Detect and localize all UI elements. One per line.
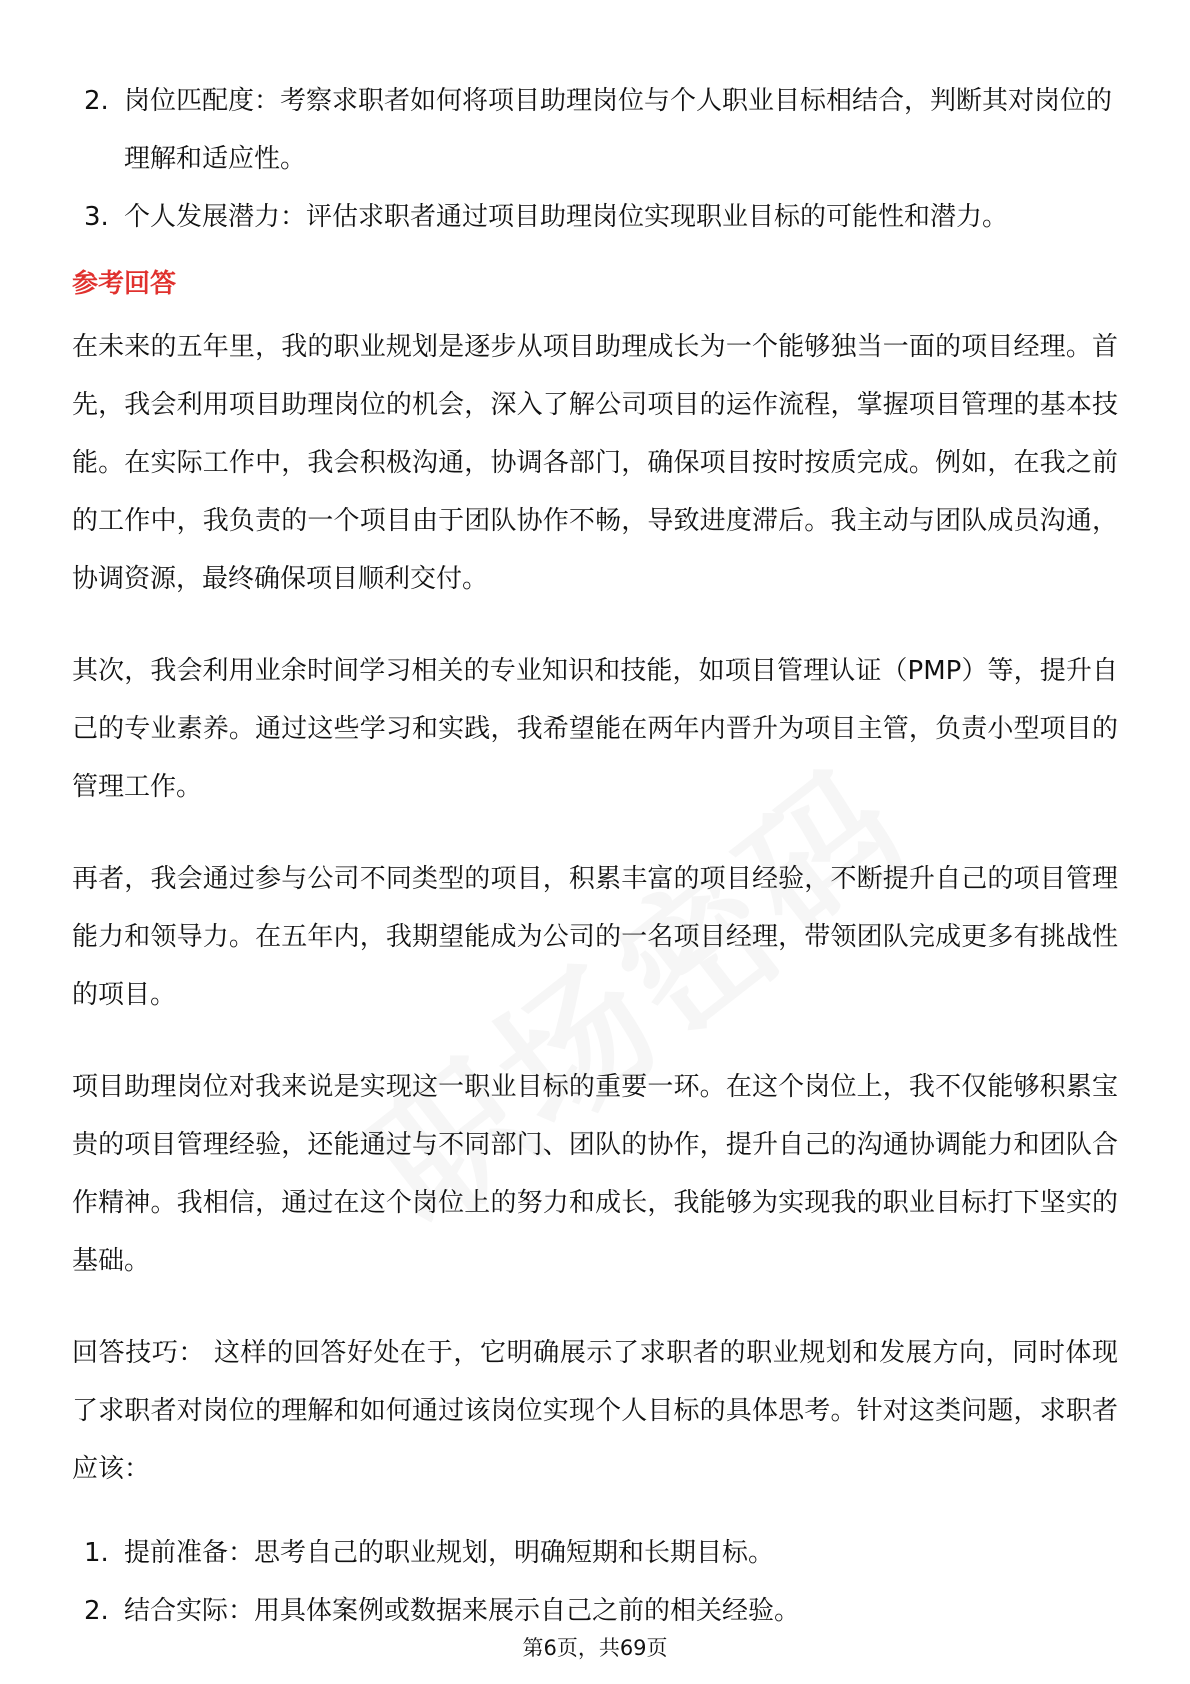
list-item-number: 2. xyxy=(84,86,109,116)
page-number-footer: 第6页，共69页 xyxy=(522,1636,668,1660)
list-item-number: 3. xyxy=(84,202,109,232)
answer-paragraph: 其次，我会利用业余时间学习相关的专业知识和技能，如项目管理认证（PMP）等，提升自己的专业素养。通过这些学习和实践，我希望能在两年内晋升为项目主管，负责小型项目的管理工作。 xyxy=(72,656,1118,802)
list-item-text: 结合实际：用具体案例或数据来展示自己之前的相关经验。 xyxy=(124,1596,801,1626)
list-item xyxy=(72,188,1118,246)
list-item-text: 岗位匹配度：考察求职者如何将项目助理岗位与个人职业目标相结合，判断其对岗位的理解和适应性。 xyxy=(124,86,1113,174)
list-item-text: 个人发展潜力：评估求职者通过项目助理岗位实现职业目标的可能性和潜力。 xyxy=(124,202,1009,232)
answer-paragraph: 在未来的五年里，我的职业规划是逐步从项目助理成长为一个能够独当一面的项目经理。首先，我会利用项目助理岗位的机会，深入了解公司项目的运作流程，掌握项目管理的基本技能。在实际工作中，我会积极沟通，协调各部门，确保项目按时按质完成。例如，在我之前的工作中，我负责的一个项目由于团队协作不畅，导致进度滞后。我主动与团队成员沟通，协调资源，最终确保项目顺利交付。 xyxy=(72,332,1118,594)
list-item-number: 2. xyxy=(84,1596,109,1626)
reference-answer-heading: 参考回答 xyxy=(72,269,177,299)
tips-list xyxy=(72,1524,1118,1640)
answer-tips-paragraph: 回答技巧： 这样的回答好处在于，它明确展示了求职者的职业规划和发展方向，同时体现了求职者对岗位的理解和如何通过该岗位实现个人目标的具体思考。针对这类问题，求职者应该： xyxy=(72,1338,1118,1484)
list-item xyxy=(72,1524,1118,1582)
list-item xyxy=(72,72,1118,188)
answer-paragraph: 再者，我会通过参与公司不同类型的项目，积累丰富的项目经验，不断提升自己的项目管理能力和领导力。在五年内，我期望能成为公司的一名项目经理，带领团队完成更多有挑战性的项目。 xyxy=(72,864,1118,1010)
list-item-number: 1. xyxy=(84,1538,109,1568)
page-content xyxy=(72,72,1118,1640)
evaluation-points-list xyxy=(72,72,1118,246)
answer-paragraph: 项目助理岗位对我来说是实现这一职业目标的重要一环。在这个岗位上，我不仅能够积累宝贵的项目管理经验，还能通过与不同部门、团队的协作，提升自己的沟通协调能力和团队合作精神。我相信，通过在这个岗位上的努力和成长，我能够为实现我的职业目标打下坚实的基础。 xyxy=(72,1072,1118,1276)
list-item-text: 提前准备：思考自己的职业规划，明确短期和长期目标。 xyxy=(124,1538,775,1568)
